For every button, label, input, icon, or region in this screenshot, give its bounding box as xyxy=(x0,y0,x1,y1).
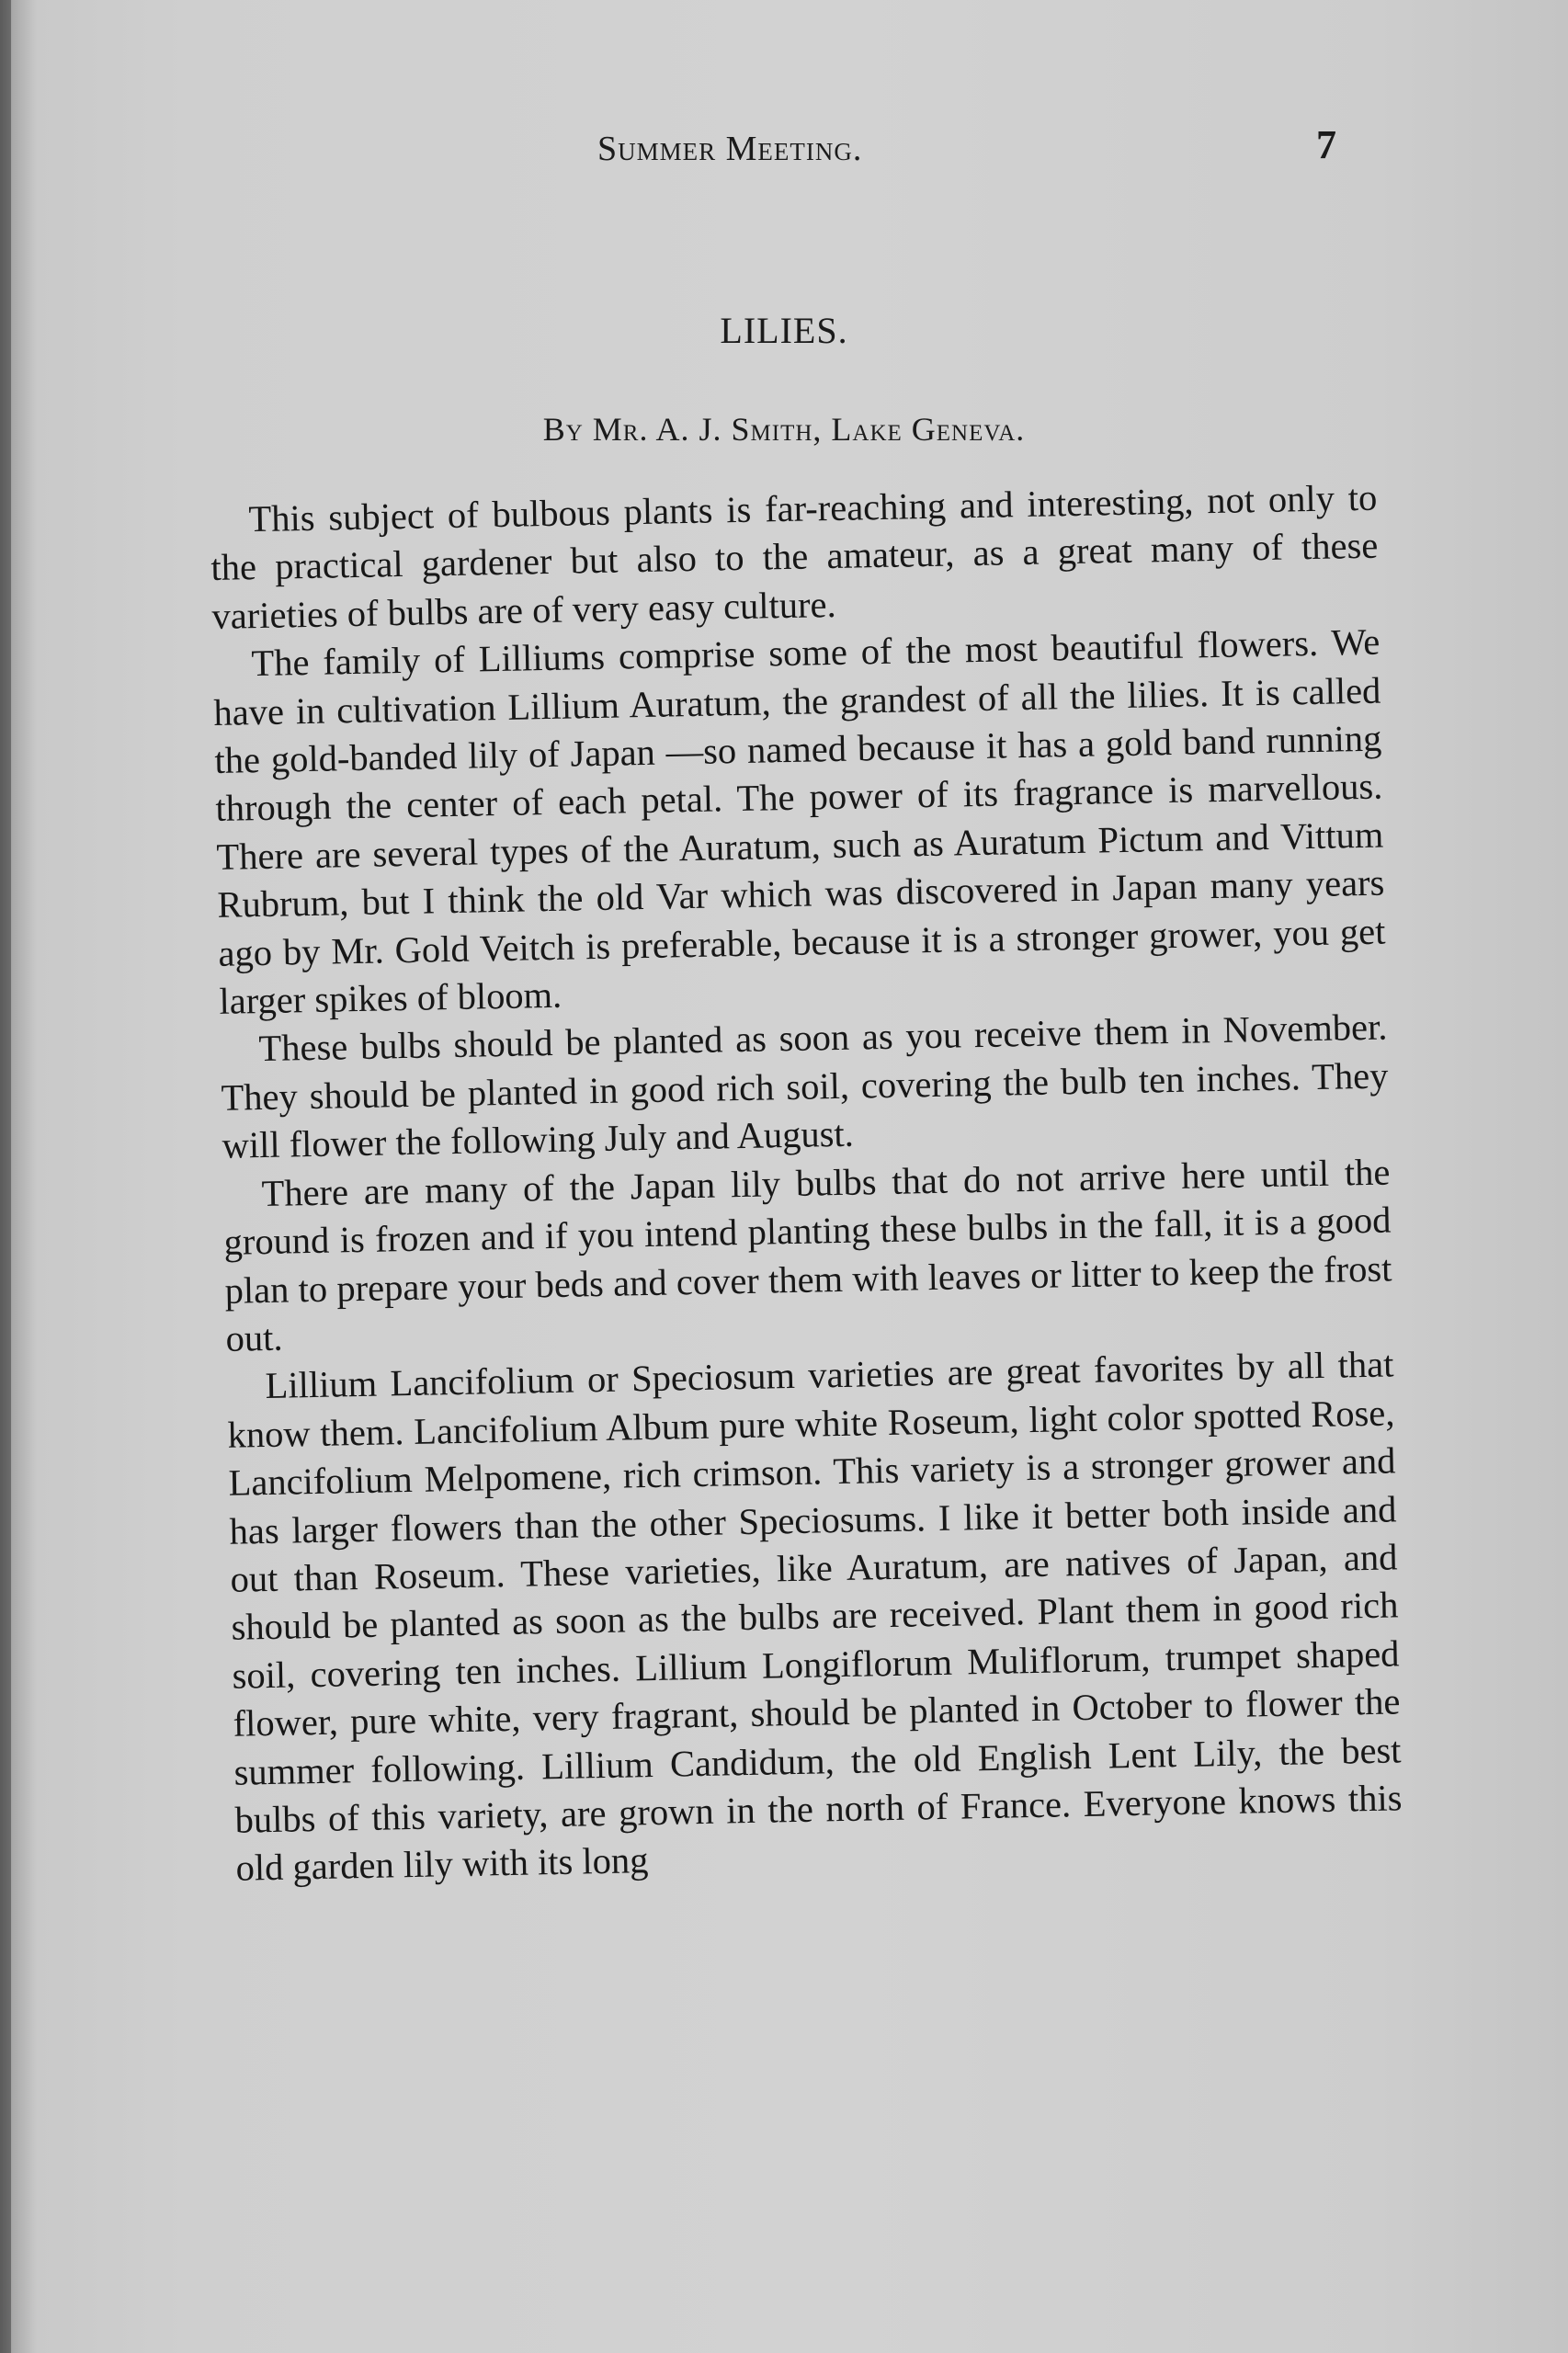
article-title: LILIES. xyxy=(720,310,848,351)
page-number: 7 xyxy=(1316,122,1336,167)
paragraph: The family of Lilliums comprise some of the most beautiful flowers. We have in cultivation Lillium Auratum, the grandest of all the lilies. It is called the gold-banded lily of Japan —so named because it has a gold band running through the center of each petal. The power of its fragrance is marvellous. There are several types of the Auratum, such as Auratum Pictum and Vittum Rubrum, but I think the old Var which was discovered in Japan many years ago by Mr. Gold Veitch is preferable, because it is a stronger grower, you get larger spikes of bloom. xyxy=(213,620,1386,1022)
paragraph: This subject of bulbous plants is far-reaching and interesting, not only to the practical gardener but also to the amateur, as a great many of these varieties of bulbs are of very easy culture. xyxy=(210,476,1379,637)
running-header xyxy=(0,122,1568,184)
article-body xyxy=(210,474,1403,1893)
paragraph: There are many of the Japan lily bulbs that do not arrive here until the ground is frozen and if you intend planting these bulbs in the fall, it is a good plan to prepare your beds and cover them with leaves or litter to keep the frost out. xyxy=(223,1151,1392,1359)
page-binding-shadow xyxy=(0,0,11,2353)
paragraph: These bulbs should be planted as soon as you receive them in November. They should be planted in good rich soil, covering the bulb ten inches. They will flower the following July and August. xyxy=(221,1006,1389,1167)
running-title: Summer Meeting. xyxy=(597,130,863,168)
paragraph: Lillium Lancifolium or Speciosum varieties are great favorites by all that know them. Lancifolium Album pure white Roseum, light color spotted Rose, Lancifolium Melpomene, rich crimson. This variety is a stronger grower and has larger flowers than the other Speciosums. I like it better both inside and out than Roseum. These varieties, like Auratum, are natives of Japan, and should be planted as soon as the bulbs are received. Plant them in good rich soil, covering ten inches. Lillium Longiflorum Muliflorum, trumpet shaped flower, pure white, very fragrant, should be planted in October to flower the summer following. Lillium Candidum, the old English Lent Lily, the best bulbs of this variety, are grown in the north of France. Everyone knows this old garden lily with its long xyxy=(227,1343,1403,1890)
article-byline: By Mr. A. J. Smith, Lake Geneva. xyxy=(542,411,1026,448)
